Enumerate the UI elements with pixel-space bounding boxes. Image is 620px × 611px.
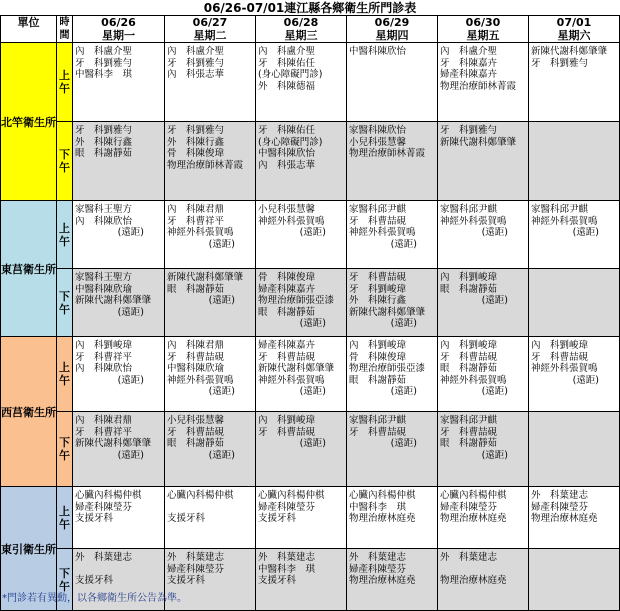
schedule-cell <box>256 549 347 611</box>
schedule-cell <box>73 43 165 122</box>
time-slot: 下午 <box>59 148 70 174</box>
remote-tag: (遠距) <box>299 227 326 238</box>
doctor-entry: 外 科葉建志 <box>258 552 316 563</box>
schedule-cell <box>438 201 529 269</box>
doctor-entry: 物理治療林庭堯 <box>349 513 416 524</box>
schedule-cell <box>529 269 620 337</box>
doctor-entry: 新陳代謝科鄭肇肇 <box>75 295 152 306</box>
schedule-cell <box>165 43 256 122</box>
schedule-cell <box>347 549 438 611</box>
doctor-entry: 支援牙科 <box>167 513 206 524</box>
time-cell <box>57 43 73 122</box>
doctor-entry: 眼 科謝靜茹 <box>75 148 133 159</box>
doctor-entry: 牙 科劉雅勻 <box>75 57 133 69</box>
schedule-cell <box>347 269 438 337</box>
time-cell <box>57 337 73 412</box>
doctor-entry: 新陳代謝科鄭肇肇 <box>440 136 517 148</box>
doctor-entry: 支援牙科 <box>75 575 114 586</box>
doctor-entry: 家醫科邱尹麒 <box>349 415 407 426</box>
schedule-cell <box>529 487 620 549</box>
doctor-entry: 牙 科劉峻瑋 <box>349 283 407 295</box>
remote-tag: (遠距) <box>572 227 599 238</box>
doctor-entry: 小兒科張慧馨 <box>258 204 316 215</box>
doctor-entry: 小兒科張慧馨 <box>349 136 407 148</box>
doctor-entry: 眼 科謝靜茹 <box>258 306 316 318</box>
doctor-entry: 牙 科陳佑任 <box>258 57 316 69</box>
remote-tag: (遠距) <box>481 227 508 238</box>
doctor-entry: 內 科劉峻瑋 <box>258 415 316 426</box>
remote-tag: (遠距) <box>117 449 144 461</box>
header-weekday: 星期三 <box>284 29 318 42</box>
doctor-entry: 家醫科邱尹麒 <box>440 204 498 215</box>
schedule-cell <box>347 201 438 269</box>
schedule-cell <box>256 122 347 201</box>
schedule-cell <box>529 549 620 611</box>
doctor-entry: 外 科陳行鑫 <box>349 295 407 306</box>
time-slot: 下午 <box>59 289 70 316</box>
doctor-entry: 支援牙科 <box>167 575 206 586</box>
doctor-entry: 物理治療師張亞漆 <box>349 363 426 374</box>
doctor-entry: 外 科葉建志 <box>167 552 225 563</box>
doctor-entry: 內 科盧介聖 <box>75 46 133 57</box>
header-unit: 單位 <box>1 16 57 43</box>
schedule-cell <box>73 122 165 201</box>
doctor-entry: 小兒科張慧馨 <box>167 415 225 426</box>
doctor-entry: 牙 科陳佑任 <box>258 125 316 136</box>
doctor-entry: 眼 科謝靜茹 <box>167 283 225 295</box>
time-cell <box>57 269 73 337</box>
doctor-entry: 新陳代謝科鄭肇肇 <box>75 438 152 449</box>
remote-tag: (遠距) <box>481 449 508 461</box>
doctor-entry: 眼 科謝靜茹 <box>440 438 498 449</box>
unit-name: 西莒衛生所 <box>1 337 57 487</box>
schedule-cell <box>256 487 347 549</box>
doctor-entry: 心臟內科楊仲棋 <box>167 490 234 501</box>
doctor-entry: 牙 科曹喆硯 <box>349 426 407 438</box>
header-day <box>256 16 347 43</box>
doctor-entry: 物理治療師林菁霞 <box>167 159 244 171</box>
header-day <box>529 16 620 43</box>
header-date: 06/29 <box>374 16 410 29</box>
doctor-entry: 婦產科陳瑩芬 <box>440 501 498 513</box>
schedule-cell <box>438 122 529 201</box>
doctor-entry: 中醫科李 琪 <box>75 69 133 80</box>
header-weekday: 星期四 <box>375 29 409 42</box>
doctor-entry: 骨 科陳俊瑋 <box>167 148 225 159</box>
doctor-entry: 物理治療師張亞漆 <box>258 295 335 306</box>
doctor-entry: 骨 科陳俊瑋 <box>258 272 316 283</box>
doctor-entry: (身心障礙門診) <box>258 136 323 148</box>
doctor-entry: 牙 科陳嘉卉 <box>440 57 498 69</box>
header-date: 07/01 <box>556 16 592 29</box>
doctor-entry: 外 科陳德福 <box>258 80 316 92</box>
doctor-entry: 內 科劉峻瑋 <box>531 340 589 351</box>
header-date: 06/27 <box>192 16 228 29</box>
doctor-entry: 中醫科李 琪 <box>258 563 316 575</box>
doctor-entry: 心臟內科楊仲棋 <box>440 490 507 501</box>
remote-tag: (遠距) <box>299 318 326 329</box>
time-cell <box>57 487 73 549</box>
schedule-cell <box>347 487 438 549</box>
schedule-cell <box>438 412 529 487</box>
doctor-entry: 中醫科陳欣怡 <box>349 46 407 57</box>
schedule-cell <box>438 487 529 549</box>
doctor-entry: 外 科葉建志 <box>531 490 589 501</box>
time-slot: 上午 <box>59 221 70 248</box>
header-date: 06/30 <box>465 16 501 29</box>
remote-tag: (遠距) <box>117 306 144 318</box>
header-weekday: 星期五 <box>466 29 500 42</box>
schedule-cell <box>73 412 165 487</box>
schedule-cell <box>165 412 256 487</box>
time-slot: 下午 <box>59 436 70 462</box>
doctor-entry: 牙 科曹喆硯 <box>531 351 589 363</box>
schedule-cell <box>256 43 347 122</box>
doctor-entry: 心臟內科楊仲棋 <box>258 490 325 501</box>
schedule-cell <box>73 337 165 412</box>
doctor-entry: 神經外科張賀鳴 <box>531 215 598 227</box>
doctor-entry: 家醫科王聖方 <box>75 204 133 215</box>
doctor-entry: 家醫科邱尹麒 <box>531 204 589 215</box>
time-cell <box>57 201 73 269</box>
remote-tag: (遠距) <box>117 374 144 386</box>
doctor-entry: 婦產科陳嘉卉 <box>258 283 316 295</box>
time-cell <box>57 412 73 487</box>
doctor-entry: 支援牙科 <box>258 513 297 524</box>
doctor-entry: 眼 科謝靜茹 <box>440 283 498 295</box>
doctor-entry: 家醫科陳欣怡 <box>349 125 407 136</box>
doctor-entry <box>75 564 162 576</box>
doctor-entry: 內 科陳君鼎 <box>75 415 133 426</box>
remote-tag: (遠距) <box>390 386 417 397</box>
doctor-entry: 牙 科曹喆硯 <box>349 272 407 283</box>
schedule-cell <box>347 122 438 201</box>
schedule-cell <box>529 201 620 269</box>
doctor-entry: 內 科盧介聖 <box>440 46 498 57</box>
doctor-entry <box>167 502 253 514</box>
header-day <box>73 16 165 43</box>
doctor-entry: 婦產科陳瑩芬 <box>349 563 407 575</box>
doctor-entry: 內 科陳君鼎 <box>167 340 225 351</box>
doctor-entry: 婦產科陳瑩芬 <box>531 501 589 513</box>
schedule-cell <box>256 412 347 487</box>
doctor-entry: 家醫科邱尹麒 <box>440 415 498 426</box>
doctor-entry: 外 科葉建志 <box>75 552 133 563</box>
remote-tag: (遠距) <box>390 438 417 449</box>
schedule-cell <box>256 269 347 337</box>
doctor-entry: 牙 科曹祥平 <box>167 215 225 227</box>
remote-tag: (遠距) <box>481 386 508 397</box>
doctor-entry <box>440 564 526 576</box>
time-slot: 上午 <box>59 69 70 95</box>
doctor-entry: 婦產科陳瑩芬 <box>75 501 133 513</box>
doctor-entry: 心臟內科楊仲棋 <box>75 490 142 501</box>
header-day <box>438 16 529 43</box>
schedule-cell <box>165 337 256 412</box>
schedule-cell <box>73 201 165 269</box>
doctor-entry: 婦產科陳瑩芬 <box>258 501 316 513</box>
doctor-entry: 牙 科曹喆硯 <box>258 351 316 363</box>
schedule-cell <box>165 269 256 337</box>
doctor-entry: 外 科葉建志 <box>349 552 407 563</box>
doctor-entry: 新陳代謝科鄭肇肇 <box>258 363 335 374</box>
doctor-entry: 內 科陳欣怡 <box>75 363 133 374</box>
schedule-cell <box>165 201 256 269</box>
doctor-entry: 眼 科謝靜茹 <box>349 374 407 386</box>
schedule-cell <box>73 487 165 549</box>
time-slot: 下午 <box>59 566 70 593</box>
unit-name: 北竿衛生所 <box>1 43 57 201</box>
doctor-entry: 婦產科陳嘉卉 <box>440 69 498 80</box>
remote-tag: (遠距) <box>299 438 326 449</box>
header-day <box>347 16 438 43</box>
doctor-entry: 婦產科陳嘉卉 <box>258 340 316 351</box>
time-slot: 上午 <box>59 504 70 531</box>
doctor-entry: 牙 科曹喆硯 <box>167 426 225 438</box>
doctor-entry: 物理治療師林菁霞 <box>440 80 517 92</box>
doctor-entry: 骨 科陳俊瑋 <box>349 351 407 363</box>
doctor-entry: 眼 科謝靜茹 <box>440 363 498 374</box>
remote-tag: (遠距) <box>572 374 599 386</box>
schedule-cell <box>529 337 620 412</box>
doctor-entry: 內 科陳欣怡 <box>75 215 133 227</box>
doctor-entry: 婦產科陳瑩芬 <box>167 563 225 575</box>
schedule-cell <box>347 337 438 412</box>
schedule-cell <box>347 43 438 122</box>
doctor-entry: 牙 科曹祥平 <box>75 351 133 363</box>
schedule-cell <box>438 43 529 122</box>
doctor-entry: 牙 科曹喆硯 <box>258 426 316 438</box>
doctor-entry: 支援牙科 <box>258 575 297 586</box>
doctor-entry: 中醫科陳欣怡 <box>258 148 316 159</box>
remote-tag: (遠距) <box>208 295 235 306</box>
header-date: 06/26 <box>101 16 136 29</box>
doctor-entry: 內 科盧介聖 <box>167 46 225 57</box>
schedule-cell <box>529 43 620 122</box>
doctor-entry: 外 科葉建志 <box>440 552 498 563</box>
doctor-entry: 家醫科邱尹麒 <box>349 204 407 215</box>
doctor-entry: 心臟內科楊仲棋 <box>349 490 416 501</box>
remote-tag: (遠距) <box>117 227 144 238</box>
doctor-entry: 牙 科曹喆硯 <box>440 426 498 438</box>
remote-tag: (遠距) <box>208 386 235 397</box>
doctor-entry: 牙 科劉雅勻 <box>167 125 225 136</box>
doctor-entry: 牙 科曹祥平 <box>75 426 133 438</box>
doctor-entry: 內 科劉峻瑋 <box>349 340 407 351</box>
doctor-entry: 神經外科張賀鳴 <box>167 227 234 238</box>
doctor-entry: 物理治療林庭堯 <box>440 513 507 524</box>
header-weekday: 星期一 <box>102 29 135 42</box>
unit-name: 東莒衛生所 <box>1 201 57 337</box>
schedule-cell <box>529 122 620 201</box>
doctor-entry: 家醫科王聖方 <box>75 272 133 283</box>
remote-tag: (遠距) <box>390 238 417 250</box>
doctor-entry: 神經外科張賀鳴 <box>258 374 325 386</box>
doctor-entry: 內 科陳君鼎 <box>167 204 225 215</box>
doctor-entry: 神經外科張賀鳴 <box>167 374 234 386</box>
doctor-entry: 內 科張志華 <box>258 159 316 171</box>
doctor-entry: 內 科盧介聖 <box>258 46 316 57</box>
doctor-entry: 中醫科李 琪 <box>349 501 407 513</box>
doctor-entry: 內 科劉峻瑋 <box>440 340 498 351</box>
header-time: 時間 <box>57 16 73 43</box>
schedule-cell <box>165 122 256 201</box>
doctor-entry: 神經外科張賀鳴 <box>440 215 507 227</box>
doctor-entry: 新陳代謝科鄭肇肇 <box>349 306 426 318</box>
schedule-cell <box>438 549 529 611</box>
schedule-cell <box>438 269 529 337</box>
doctor-entry: 牙 科曹喆硯 <box>440 351 498 363</box>
schedule-cell <box>256 201 347 269</box>
page-title: 06/26-07/01連江縣各鄉衛生所門診表 <box>203 1 417 15</box>
schedule-cell <box>256 337 347 412</box>
doctor-entry: 牙 科曹喆硯 <box>349 215 407 227</box>
doctor-entry: 物理治療林庭堯 <box>440 575 507 586</box>
schedule-table <box>0 15 620 611</box>
doctor-entry: 中醫科陳欣瑜 <box>75 283 133 295</box>
doctor-entry: 神經外科張賀鳴 <box>531 363 598 374</box>
doctor-entry: 神經外科張賀鳴 <box>349 227 416 238</box>
remote-tag: (遠距) <box>208 238 235 250</box>
doctor-entry: 新陳代謝科鄭肇肇 <box>167 272 244 283</box>
time-cell <box>57 122 73 201</box>
header-day <box>165 16 256 43</box>
schedule-cell <box>529 412 620 487</box>
doctor-entry: 支援牙科 <box>75 513 114 524</box>
doctor-entry: 牙 科劉雅勻 <box>75 125 133 136</box>
doctor-entry: 內 科劉峻瑋 <box>75 340 133 351</box>
schedule-cell <box>165 487 256 549</box>
doctor-entry: 內 科張志華 <box>167 69 225 80</box>
doctor-entry: 中醫科陳欣瑜 <box>167 363 225 374</box>
schedule-cell <box>438 337 529 412</box>
header-weekday: 星期六 <box>557 29 591 42</box>
doctor-entry: 牙 科曹喆硯 <box>167 351 225 363</box>
unit-name: 東引衛生所 <box>1 487 57 611</box>
schedule-cell <box>73 269 165 337</box>
doctor-entry: 牙 科劉雅勻 <box>531 57 589 69</box>
doctor-entry: 眼 科謝靜茹 <box>167 438 225 449</box>
remote-tag: (遠距) <box>481 295 508 306</box>
footnote: *門診若有異動，以各鄉衛生所公告為準。 <box>2 593 187 604</box>
doctor-entry: 內 科劉峻瑋 <box>440 272 498 283</box>
doctor-entry: 神經外科張賀鳴 <box>258 215 325 227</box>
header-weekday: 星期二 <box>193 29 227 42</box>
doctor-entry: 神經外科張賀鳴 <box>440 374 507 386</box>
doctor-entry: 牙 科劉雅勻 <box>167 57 225 69</box>
doctor-entry: 外 科陳行鑫 <box>75 136 133 148</box>
remote-tag: (遠距) <box>390 318 417 329</box>
doctor-entry: 外 科陳行鑫 <box>167 136 225 148</box>
schedule-cell <box>347 412 438 487</box>
remote-tag: (遠距) <box>299 386 326 397</box>
doctor-entry: 物理治療林庭堯 <box>531 513 598 524</box>
doctor-entry: 物理治療師林菁霞 <box>349 148 426 159</box>
doctor-entry: (身心障礙門診) <box>258 69 323 80</box>
remote-tag: (遠距) <box>208 449 235 461</box>
doctor-entry: 新陳代謝科鄭肇肇 <box>531 46 608 57</box>
time-slot: 上午 <box>59 361 70 387</box>
header-date: 06/28 <box>283 16 319 29</box>
doctor-entry: 牙 科劉雅勻 <box>440 125 498 136</box>
doctor-entry: 物理治療林庭堯 <box>349 575 416 586</box>
